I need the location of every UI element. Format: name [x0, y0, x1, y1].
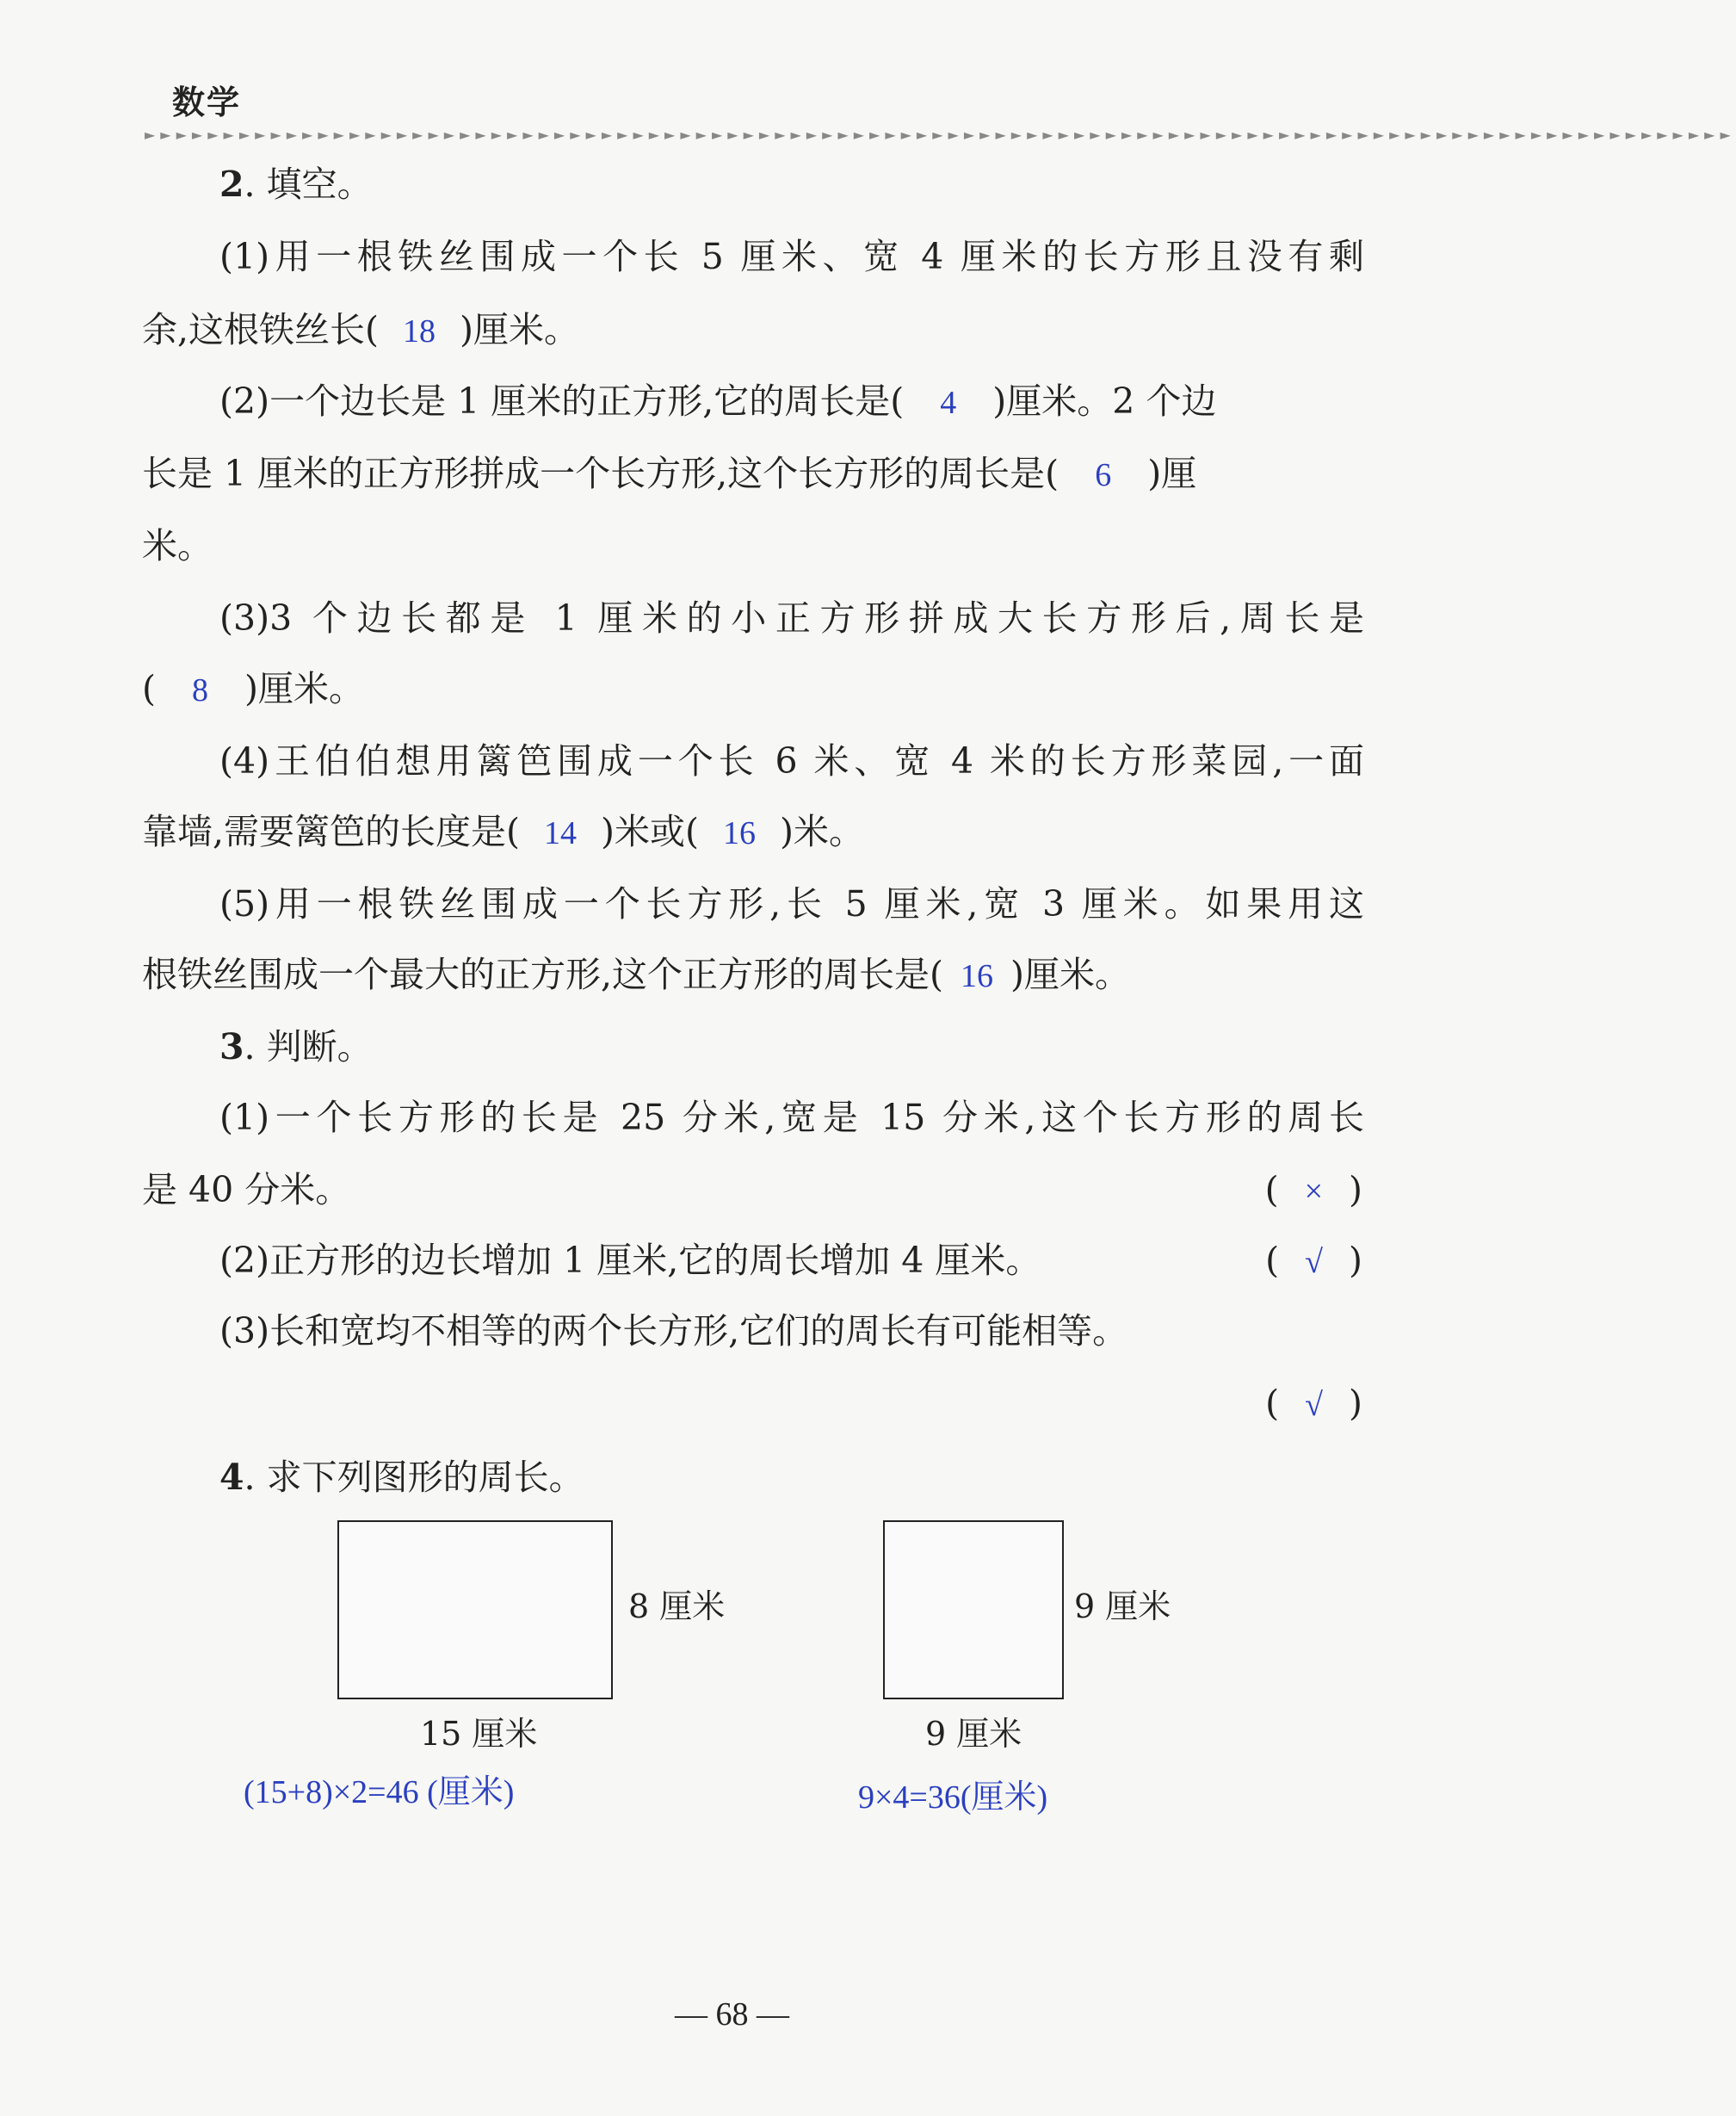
- q2-item4-line1: (4)王伯伯想用篱笆围成一个长 6 米、宽 4 米的长方形菜园,一面: [219, 740, 1364, 782]
- answer-blank: 16: [961, 958, 994, 994]
- square-answer: 9×4=36(厘米): [858, 1779, 1048, 1816]
- q4-title: 4. 求下列图形的周长。: [219, 1457, 584, 1498]
- q2-item2-line2: 长是 1 厘米的正方形拼成一个长方形,这个长方形的周长是( 6 )厘: [142, 453, 1197, 494]
- q2-item2-line3: 米。: [142, 525, 213, 566]
- q2-item4-line2: 靠墙,需要篱笆的长度是( 14 )米或( 16 )米。: [142, 811, 865, 852]
- subject-header: 数学: [172, 83, 242, 121]
- answer-blank: 18: [403, 313, 436, 350]
- q2-item3-line2: ( 8 )厘米。: [142, 668, 364, 709]
- q2-item3-line1: (3)3 个边长都是 1 厘米的小正方形拼成大长方形后,周长是: [219, 597, 1364, 639]
- square-side-label-bottom: 9 厘米: [925, 1715, 1022, 1753]
- square-figure: [883, 1520, 1064, 1699]
- answer-blank: 4: [940, 385, 957, 421]
- answer-blank: 6: [1095, 457, 1112, 493]
- q2-item1-line1: (1)用一根铁丝围成一个长 5 厘米、宽 4 厘米的长方形且没有剩: [219, 236, 1364, 277]
- rectangle-width-label: 15 厘米: [420, 1715, 538, 1753]
- q2-title: 2. 填空。: [219, 164, 373, 205]
- q2-item1-line2: 余,这根铁丝长( 18 )厘米。: [142, 309, 580, 350]
- q2-item5-line1: (5)用一根铁丝围成一个长方形,长 5 厘米,宽 3 厘米。如果用这: [219, 883, 1364, 925]
- answer-blank: 14: [544, 815, 578, 851]
- rectangle-figure: [337, 1520, 613, 1699]
- q3-item3-answer: ( √ ): [1265, 1383, 1362, 1424]
- rectangle-answer: (15+8)×2=46 (厘米): [244, 1774, 515, 1810]
- rectangle-height-label: 8 厘米: [628, 1587, 726, 1625]
- q3-item1-line1: (1)一个长方形的长是 25 分米,宽是 15 分米,这个长方形的周长: [219, 1097, 1364, 1138]
- q3-title: 3. 判断。: [219, 1026, 373, 1067]
- header-divider: ►►►►►►►►►►►►►►►►►►►►►►►►►►►►►►►►►►►►►►►►►►►►►►►►►►►►►►►►►►►►►►►►►►►►►►►►►►►►►►►►►►►►►►►►►►►►►►►►►►►►►: [145, 127, 1736, 143]
- answer-blank: 8: [192, 672, 208, 708]
- page-number: — 68 —: [675, 1996, 789, 2032]
- q3-item1-answer: ( × ): [1264, 1169, 1362, 1210]
- q3-item2: (2)正方形的边长增加 1 厘米,它的周长增加 4 厘米。: [219, 1240, 1041, 1281]
- q2-item5-line2: 根铁丝围成一个最大的正方形,这个正方形的周长是( 16 )厘米。: [142, 954, 1131, 995]
- q3-item2-answer: ( √ ): [1265, 1240, 1362, 1281]
- q3-item3: (3)长和宽均不相等的两个长方形,它们的周长有可能相等。: [219, 1310, 1128, 1352]
- square-side-label-right: 9 厘米: [1074, 1587, 1171, 1625]
- q3-item1-line2: 是 40 分米。: [142, 1169, 351, 1210]
- answer-blank: 16: [723, 815, 757, 851]
- q2-item2-line1: (2)一个边长是 1 厘米的正方形,它的周长是( 4 )厘米。2 个边: [219, 381, 1217, 422]
